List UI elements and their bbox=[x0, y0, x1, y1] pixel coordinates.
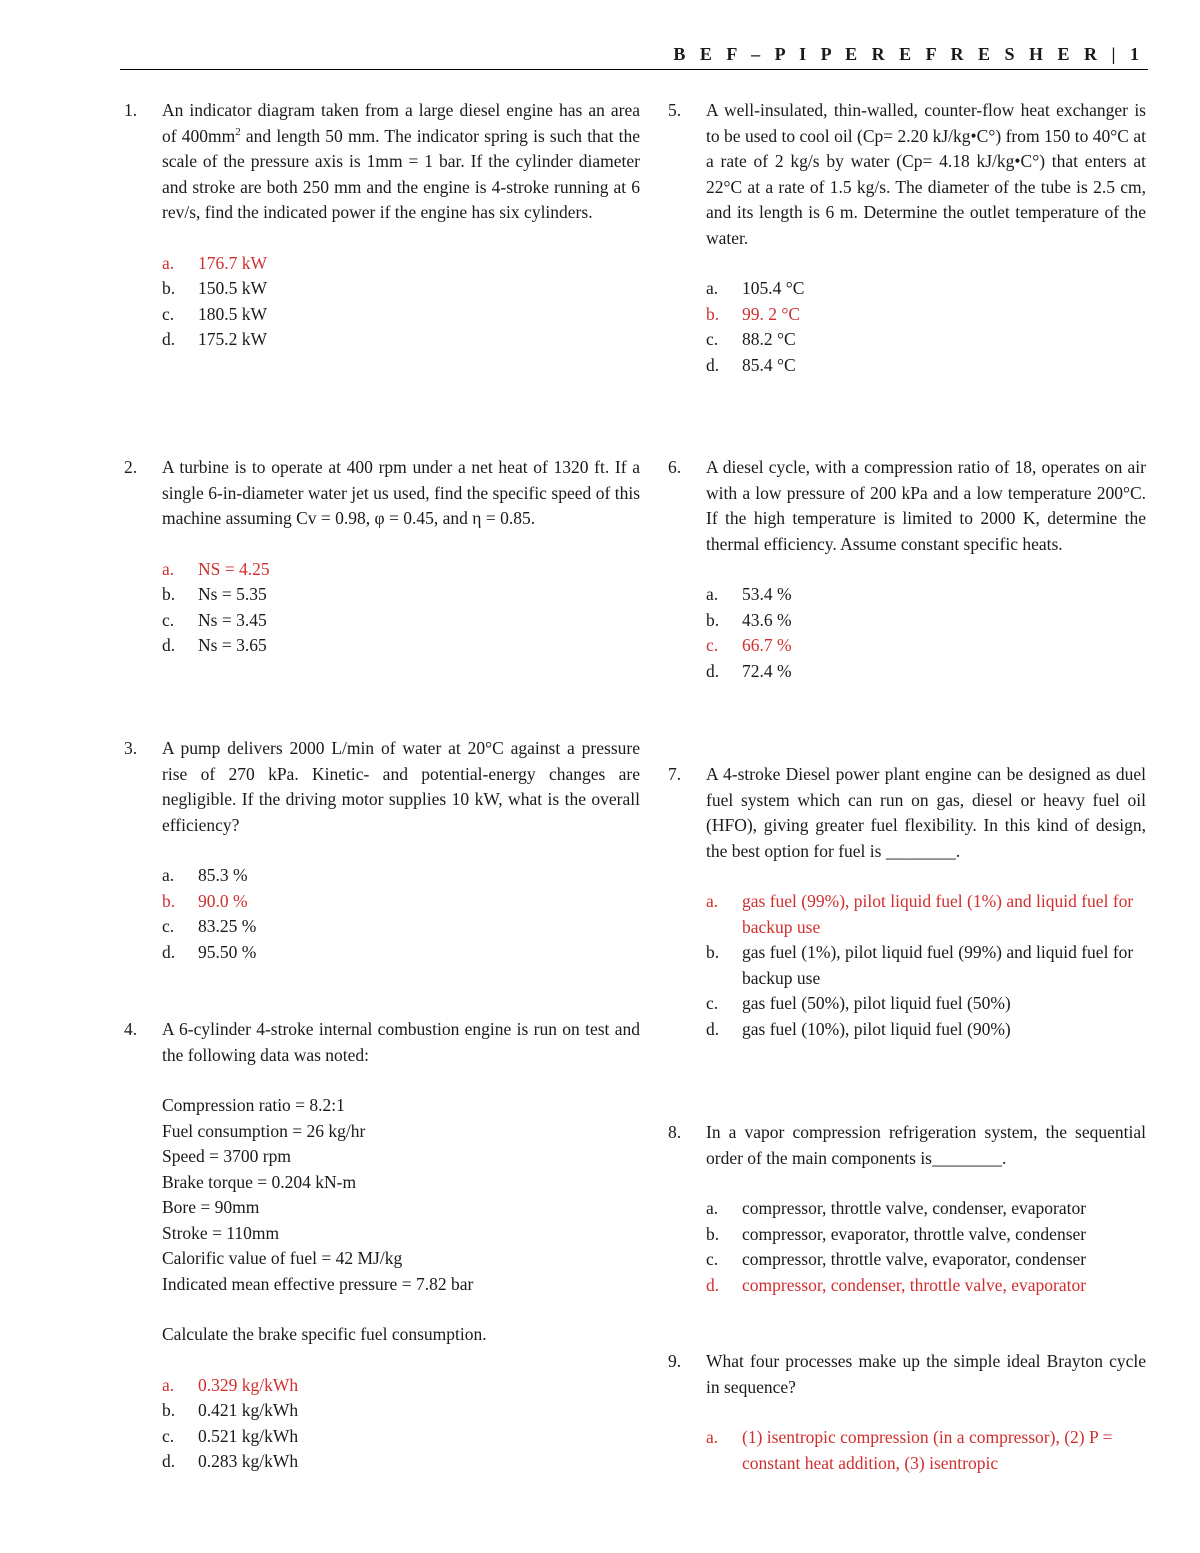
question-number: 3. bbox=[124, 738, 138, 758]
option-d: d. Ns = 3.65 bbox=[162, 635, 267, 655]
option-d: d. 95.50 % bbox=[162, 941, 257, 962]
data-line: Indicated mean effective pressure = 7.82 bar bbox=[162, 1273, 474, 1294]
data-line: Speed = 3700 rpm bbox=[162, 1146, 291, 1166]
question-5 bbox=[668, 98, 1146, 378]
option-b: b. gas fuel (1%), pilot liquid fuel (99%) and liquid fuel for backup use bbox=[706, 942, 1134, 988]
option-a: a. 85.3 % bbox=[162, 865, 248, 885]
answer-options bbox=[162, 557, 640, 659]
question-number: 1. bbox=[124, 100, 138, 120]
option-a: a. 0.329 kg/kWh bbox=[162, 1374, 299, 1395]
option-d: d. 85.4 °C bbox=[706, 354, 796, 375]
question-prompt: Calculate the brake specific fuel consumption. bbox=[162, 1324, 487, 1344]
option-a: a. 53.4 % bbox=[706, 584, 792, 604]
option-c: c. 88.2 °C bbox=[706, 329, 796, 349]
question-number: 5. bbox=[668, 100, 682, 120]
question-text: What four processes make up the simple ideal Brayton cycle in sequence? bbox=[706, 1351, 1146, 1397]
option-d: d. 175.2 kW bbox=[162, 329, 268, 349]
answer-options bbox=[162, 251, 640, 353]
question-text: A 6-cylinder 4-stroke internal combustion engine is run on test and the following data was noted: bbox=[162, 1019, 640, 1065]
data-line: Stroke = 110mm bbox=[162, 1222, 280, 1243]
data-line: Calorific value of fuel = 42 MJ/kg bbox=[162, 1248, 403, 1268]
option-a: a. 105.4 °C bbox=[706, 278, 805, 298]
data-line: Bore = 90mm bbox=[162, 1197, 260, 1217]
option-b: b. 99. 2 °C bbox=[706, 303, 801, 324]
question-text: A diesel cycle, with a compression ratio of 18, operates on air with a low pressure of 200 kPa and a low temperature 200°C. If the high temperature is limited to 2000 K, determine the thermal efficiency. Assume constant specific heats. bbox=[706, 457, 1146, 554]
option-d: d. 0.283 kg/kWh bbox=[162, 1451, 299, 1471]
option-c: c. 66.7 % bbox=[706, 635, 792, 655]
option-b: b. Ns = 5.35 bbox=[162, 584, 267, 604]
engine-test-data bbox=[162, 1093, 640, 1297]
option-b: b. 150.5 kW bbox=[162, 278, 268, 298]
option-d: d. compressor, condenser, throttle valve, evaporator bbox=[706, 1274, 1087, 1295]
data-line: Brake torque = 0.204 kN-m bbox=[162, 1171, 357, 1192]
question-1 bbox=[124, 98, 640, 353]
option-a: a. NS = 4.25 bbox=[162, 558, 270, 579]
option-c: c. 0.521 kg/kWh bbox=[162, 1425, 299, 1446]
option-c: c. gas fuel (50%), pilot liquid fuel (50%) bbox=[706, 993, 1011, 1013]
question-9 bbox=[668, 1349, 1146, 1476]
question-text: A pump delivers 2000 L/min of water at 20°C against a pressure rise of 270 kPa. Kinetic- and potential-energy changes are negligible. If the driving motor supplies 10 kW, what is the overall efficiency? bbox=[162, 738, 640, 835]
option-d: d. 72.4 % bbox=[706, 660, 792, 681]
answer-options bbox=[706, 582, 1146, 684]
question-text: In a vapor compression refrigeration system, the sequential order of the main components is________. bbox=[706, 1122, 1146, 1168]
option-d: d. gas fuel (10%), pilot liquid fuel (90%) bbox=[706, 1018, 1011, 1039]
question-7 bbox=[668, 762, 1146, 1042]
header-divider bbox=[120, 69, 1148, 70]
question-number: 6. bbox=[668, 457, 682, 477]
option-c: c. 180.5 kW bbox=[162, 303, 268, 324]
question-4 bbox=[124, 1017, 640, 1475]
question-number: 7. bbox=[668, 764, 682, 784]
option-c: c. Ns = 3.45 bbox=[162, 609, 267, 630]
option-a: a. 176.7 kW bbox=[162, 252, 268, 273]
answer-options bbox=[706, 889, 1146, 1042]
option-b: b. compressor, evaporator, throttle valve, condenser bbox=[706, 1223, 1087, 1244]
answer-options bbox=[162, 1373, 640, 1475]
question-text: A well-insulated, thin-walled, counter-flow heat exchanger is to be used to cool oil (Cp= 2.20 kJ/kg•C°) from 150 to 40°C at a rate of 2 kg/s by water (Cp= 4.18 kJ/kg•C°) that enters at 22°C at a rate of 1.5 kg/s. The diameter of the tube is 2.5 cm, and its length is 6 m. Determine the outlet temperature of the water. bbox=[706, 100, 1146, 248]
option-b: b. 90.0 % bbox=[162, 890, 248, 911]
option-c: c. 83.25 % bbox=[162, 916, 257, 936]
question-text: An indicator diagram taken from a large diesel engine has an area of $400mm^2$ and length 50 mm. The indicator spring is such that the scale of the pressure axis is 1mm = 1 bar. If the cylinder diameter and stroke are both 250 mm and the engine is 4-stroke running at 6 rev/s, find the indicated power if the engine has six cylinders. bbox=[162, 100, 640, 222]
question-2 bbox=[124, 455, 640, 659]
page-header-title: B E F – P I P E R E F R E S H E R | 1 bbox=[673, 44, 1144, 64]
question-3 bbox=[124, 736, 640, 965]
question-text: A 4-stroke Diesel power plant engine can be designed as duel fuel system which can run on gas, diesel or heavy fuel oil (HFO), giving greater fuel flexibility. In this kind of design, the best option for fuel is ________. bbox=[706, 764, 1146, 861]
answer-options bbox=[162, 863, 640, 965]
answer-options bbox=[706, 276, 1146, 378]
data-line: Compression ratio = 8.2:1 bbox=[162, 1095, 345, 1115]
question-number: 2. bbox=[124, 457, 138, 477]
answer-options bbox=[706, 1196, 1146, 1298]
question-text: A turbine is to operate at 400 rpm under a net heat of 1320 ft. If a single 6-in-diameter water jet us used, find the specific speed of this machine assuming Cv = 0.98, φ = 0.45, and η = 0.85. bbox=[162, 457, 640, 528]
option-b: b. 0.421 kg/kWh bbox=[162, 1400, 299, 1420]
question-8 bbox=[668, 1120, 1146, 1298]
option-a: a. (1) isentropic compression (in a compressor), (2) P = constant heat addition, (3) isentropic bbox=[706, 1427, 1113, 1473]
option-b: b. 43.6 % bbox=[706, 609, 792, 630]
answer-options bbox=[706, 1425, 1146, 1476]
question-6 bbox=[668, 455, 1146, 684]
option-c: c. compressor, throttle valve, evaporator, condenser bbox=[706, 1249, 1087, 1269]
question-number: 8. bbox=[668, 1122, 682, 1142]
option-a: a. gas fuel (99%), pilot liquid fuel (1%) and liquid fuel for backup use bbox=[706, 891, 1134, 937]
question-number: 4. bbox=[124, 1019, 138, 1039]
question-number: 9. bbox=[668, 1351, 682, 1371]
data-line: Fuel consumption = 26 kg/hr bbox=[162, 1120, 366, 1141]
option-a: a. compressor, throttle valve, condenser, evaporator bbox=[706, 1198, 1087, 1218]
